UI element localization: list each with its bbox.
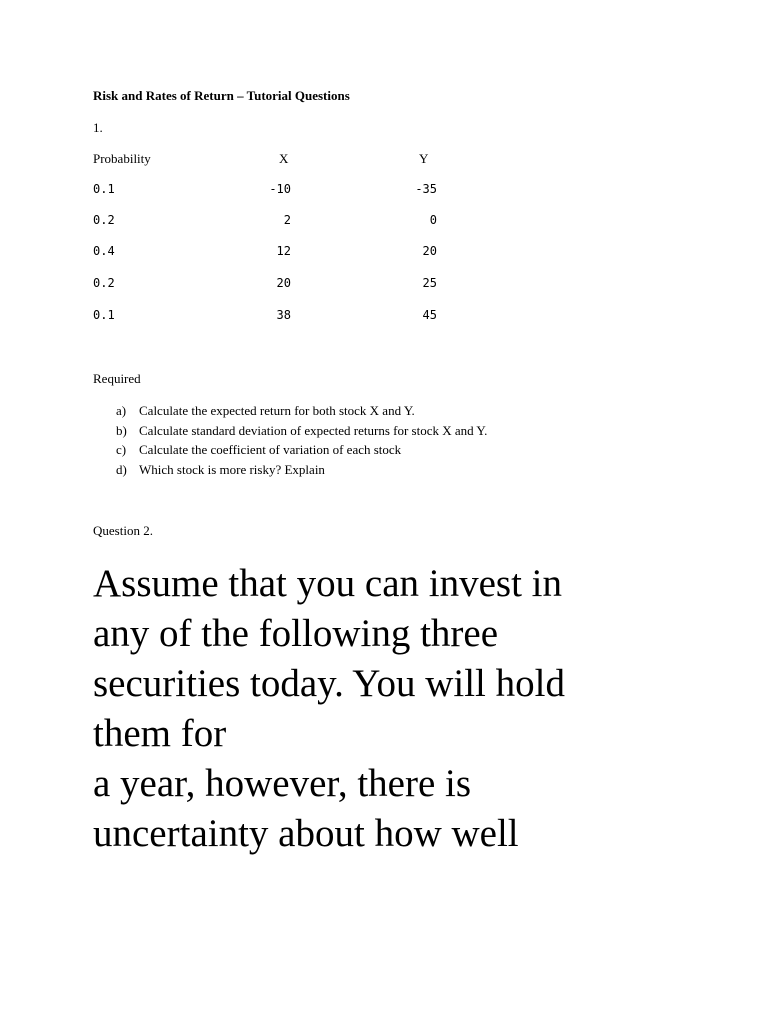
cell-x: -10 [269,182,291,196]
cell-y: 45 [422,308,437,322]
list-marker: a) [116,403,127,418]
body-line: securities today. You will hold [93,662,565,705]
cell-x: 2 [283,213,291,227]
header-probability: Probability [93,151,151,166]
list-item [116,401,487,421]
cell-probability: 0.2 [93,213,115,227]
header-x: X [279,151,289,166]
question-1-number: 1. [93,120,103,135]
table-row [93,308,493,324]
list-item-text: Which stock is more risky? Explain [139,461,325,477]
document-title: Risk and Rates of Return – Tutorial Questions [93,88,350,103]
cell-y: 0 [429,213,437,227]
cell-y: -35 [415,182,437,196]
table-row [93,213,493,229]
list-item [116,460,487,480]
list-marker: d) [116,461,127,477]
body-line: any of the following three [93,612,499,655]
body-line: uncertainty about how well [93,812,519,855]
body-line: them for [93,712,227,755]
cell-y: 25 [422,276,437,290]
list-item [116,440,487,460]
table-row [93,182,493,198]
list-marker: c) [116,442,127,457]
question-2-label: Question 2. [93,523,153,538]
table-header-row [93,151,493,167]
body-line: Assume that you can invest in [93,562,563,605]
body-line: a year, however, there is [93,762,472,805]
header-y: Y [419,151,429,166]
list-item-text: Calculate the expected return for both stock X and Y. [139,403,415,418]
required-label: Required [93,371,141,386]
list-item [116,421,487,441]
table-row [93,244,493,260]
question-2-body [93,559,733,859]
table-row [93,276,493,292]
cell-y: 20 [422,244,437,258]
cell-probability: 0.1 [93,182,115,196]
cell-probability: 0.4 [93,244,115,258]
cell-probability: 0.1 [93,308,115,322]
cell-probability: 0.2 [93,276,115,290]
cell-x: 20 [276,276,291,290]
list-item-text: Calculate the coefficient of variation of each stock [139,442,402,457]
list-marker: b) [116,422,127,438]
cell-x: 38 [276,308,291,322]
list-item-text: Calculate standard deviation of expected returns for stock X and Y. [139,422,488,438]
cell-x: 12 [276,244,291,258]
required-list [116,401,487,479]
